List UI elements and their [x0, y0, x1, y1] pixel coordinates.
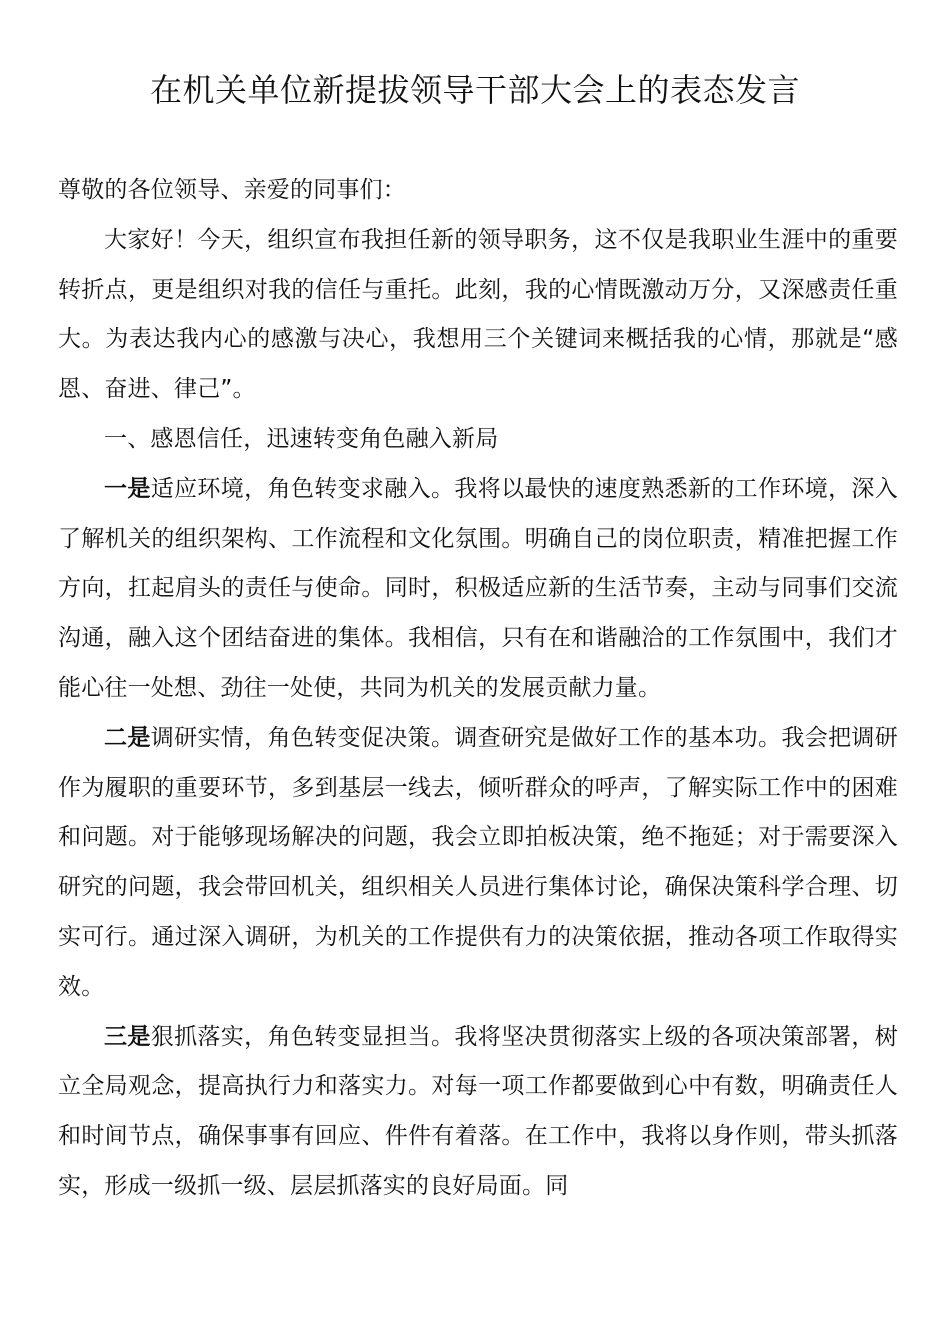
point-text: 适应环境，角色转变求融入。我将以最快的速度熟悉新的工作环境，深入了解机关的组织架构、工作流程和文化氛围。明确自己的岗位职责，精准把握工作方向，扛起肩头的责任与使命。同时，积极适应新的生活节奏，主动与同事们交流沟通，融入这个团结奋进的集体。我相信，只有在和谐融洽的工作氛围中，我们才能心往一处想、劲往一处使，共同为机关的发展贡献力量。 — [58, 475, 898, 701]
point-text: 狠抓落实，角色转变显担当。我将坚决贯彻落实上级的各项决策部署，树立全局观念，提高执行力和落实力。对每一项工作都要做到心中有数，明确责任人和时间节点，确保事事有回应、件件有着落。在工作中，我将以身作则，带头抓落实，形成一级抓一级、层层抓落实的良好局面。同 — [58, 1023, 898, 1199]
point-lead: 一是 — [104, 475, 151, 502]
document-body — [58, 166, 898, 1212]
point-lead: 三是 — [104, 1023, 151, 1050]
section-heading: 一、感恩信任，迅速转变角色融入新局 — [104, 425, 499, 452]
point-paragraph — [58, 714, 898, 1013]
salutation: 尊敬的各位领导、亲爱的同事们： — [58, 177, 406, 203]
intro-paragraph: 大家好！今天，组织宣布我担任新的领导职务，这不仅是我职业生涯中的重要转折点，更是组织对我的信任与重托。此刻，我的心情既激动万分，又深感责任重大。为表达我内心的感激与决心，我想用三个关键词来概括我的心情，那就是“感恩、奋进、律己”。 — [58, 226, 898, 403]
document-title: 在机关单位新提拔领导干部大会上的表态发言 — [149, 71, 800, 109]
point-lead: 二是 — [104, 724, 151, 751]
point-text: 调研实情，角色转变促决策。调查研究是做好工作的基本功。我会把调研作为履职的重要环节，多到基层一线去，倾听群众的呼声，了解实际工作中的困难和问题。对于能够现场解决的问题，我会立即拍板决策，绝不拖延；对于需要深入研究的问题，我会带回机关，组织相关人员进行集体讨论，确保决策科学合理、切实可行。通过深入调研，为机关的工作提供有力的决策依据，推动各项工作取得实效。 — [58, 724, 898, 1000]
point-paragraph — [58, 465, 898, 714]
point-paragraph — [58, 1013, 898, 1212]
